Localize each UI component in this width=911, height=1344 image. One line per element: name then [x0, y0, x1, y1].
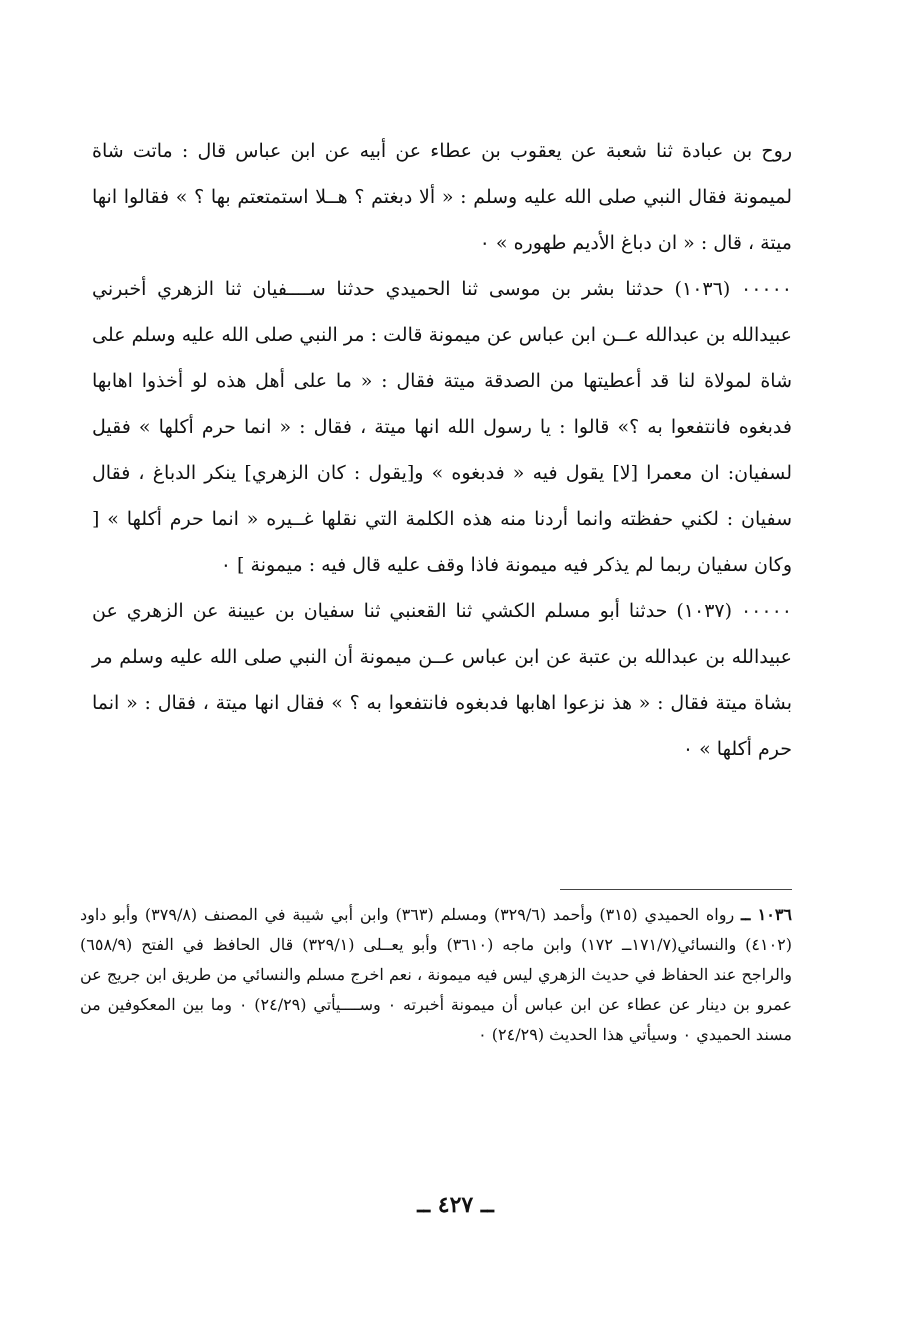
footnote	[80, 900, 792, 1050]
paragraph-hadith-1037: ٠٠٠٠٠ (١٠٣٧) حدثنا أبو مسلم الكشي ثنا القعنبي ثنا سفيان بن عيينة عن الزهري عن عبيدالله بن عبدالله بن عتبة عن ابن عباس عــن ميمونة أن النبي صلى الله عليه وسلم مر بشاة ميتة فقال : « هذ نزعوا اهابها فدبغوه فانتفعوا به ؟ » فقال انها ميتة ، فقال : « انما حرم أكلها » ٠	[92, 600, 792, 760]
footnote-number: ١٠٣٦ ــ	[740, 905, 792, 924]
paragraph-hadith-1036: ٠٠٠٠٠ (١٠٣٦) حدثنا بشر بن موسى ثنا الحميدي حدثنا ســــفيان ثنا الزهري أخبرني عبيدالله بن عبدالله عــن ابن عباس عن ميمونة قالت : مر النبي صلى الله عليه وسلم على شاة لمولاة لنا قد أعطيتها من الصدقة ميتة فقال : « ما على أهل هذه لو أخذوا اهابها فدبغوه فانتفعوا به ؟» قالوا : يا رسول الله انها ميتة ، فقال : « انما حرم أكلها » فقيل لسفيان: ان معمرا [لا] يقول فيه « فدبغوه » و[يقول : كان الزهري] ينكر الدباغ ، فقال سفيان : لكني حفظته وانما أردنا منه هذه الكلمة التي نقلها غــيره « انما حرم أكلها » [ وكان سفيان ربما لم يذكر فيه ميمونة فاذا وقف عليه قال فيه : ميمونة ] ٠	[92, 278, 793, 576]
main-text	[92, 128, 792, 772]
footnote-entry	[80, 900, 792, 1050]
page-number: ــ ٤٢٧ ــ	[417, 1192, 494, 1218]
footnote-separator	[560, 889, 792, 890]
paragraph-continuation: روح بن عبادة ثنا شعبة عن يعقوب بن عطاء عن أبيه عن ابن عباس قال : ماتت شاة لميمونة فقال النبي صلى الله عليه وسلم : « ألا دبغتم ؟ هــلا استمتعتم بها ؟ » فقالوا انها ميتة ، قال : « ان دباغ الأديم طهوره » ٠	[92, 140, 792, 254]
footnote-text: رواه الحميدي (٣١٥) وأحمد (٣٢٩/٦) ومسلم (٣٦٣) وابن أبي شيبة في المصنف (٣٧٩/٨) وأبو داود (٤١٠٢) والنسائي(١٧١/٧ــ ١٧٢) وابن ماجه (٣٦١٠) وأبو يعــلى (٣٢٩/١) قال الحافظ في الفتح (٦٥٨/٩) والراجح عند الحفاظ في حديث الزهري ليس فيه ميمونة ، نعم اخرج مسلم والنسائي من طريق ابن جريج عن عمرو بن دينار عن عطاء عن ابن عباس أن ميمونة أخبرته ٠ وســــيأتي (٢٤/٢٩) ٠ وما بين المعكوفين من مسند الحميدي ٠ وسيأتي هذا الحديث (٢٤/٢٩) ٠	[80, 905, 793, 1044]
